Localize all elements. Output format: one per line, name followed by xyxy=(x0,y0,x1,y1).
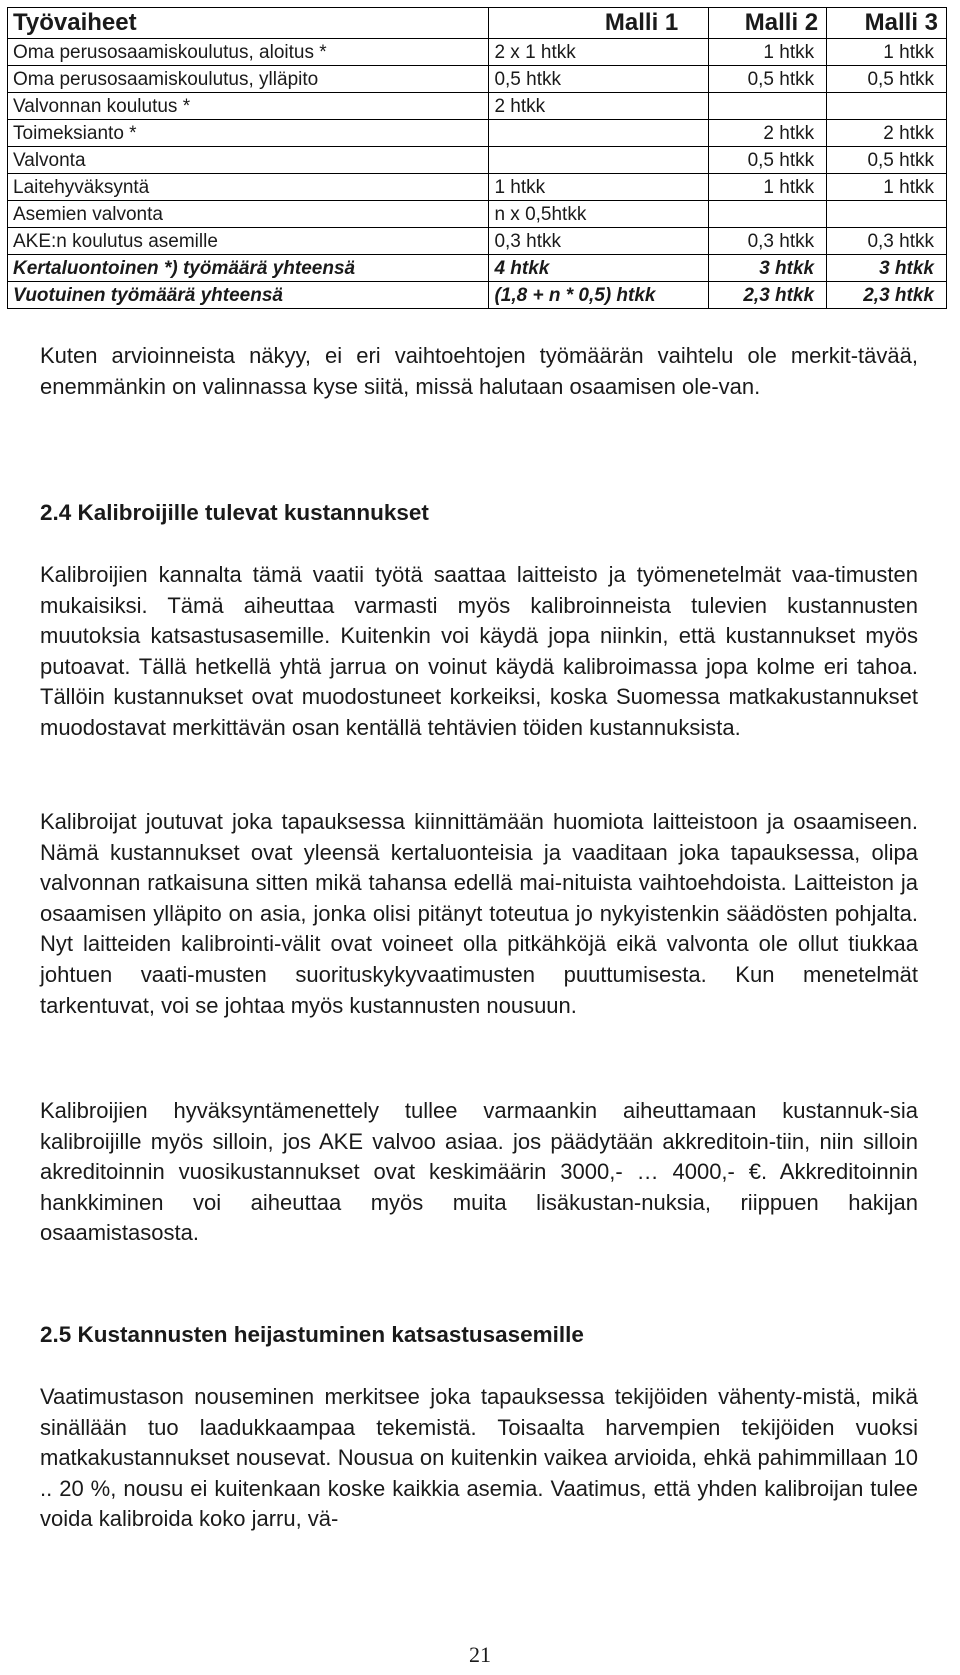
table-cell: 3 htkk xyxy=(827,255,947,282)
table-cell: 0,5 htkk xyxy=(709,147,827,174)
table-header-cell: Työvaiheet xyxy=(8,8,489,39)
table-header-cell: Malli 3 xyxy=(827,8,947,39)
section-heading: 2.5 Kustannusten heijastuminen katsastusasemille xyxy=(40,1322,584,1347)
table-cell xyxy=(827,201,947,228)
table-cell: (1,8 + n * 0,5) htkk xyxy=(489,282,709,309)
table-row xyxy=(8,120,947,147)
table-cell: 0,3 htkk xyxy=(489,228,709,255)
table-total-row xyxy=(8,255,947,282)
table-cell: Asemien valvonta xyxy=(8,201,489,228)
table-cell xyxy=(709,201,827,228)
table-cell: 0,3 htkk xyxy=(709,228,827,255)
table-header-cell: Malli 2 xyxy=(709,8,827,39)
paragraph: Kalibroijien kannalta tämä vaatii työtä saattaa laitteisto ja työmenetelmät vaa-timusten mukaisiksi. Tämä aiheuttaa varmasti myös kalibroinneista tulevien kustannusten muutoksia katsastusasemille. Kuitenkin voi käydä jopa niinkin, että kustannukset myös putoavat. Tällä hetkellä yhtä jarrua on voinut käydä kalibroimassa jopa kolme eri tahoa. Tällöin kustannukset ovat muodostuneet korkeiksi, koska Suomessa matkakustannukset muodostavat merkittävän osan kentällä tehtävien töiden kustannuksista. xyxy=(40,562,918,740)
table-cell: Oma perusosaamiskoulutus, ylläpito xyxy=(8,66,489,93)
table-row xyxy=(8,66,947,93)
table-row xyxy=(8,228,947,255)
table-cell: Vuotuinen työmäärä yhteensä xyxy=(8,282,489,309)
table-cell: 1 htkk xyxy=(709,39,827,66)
table-cell: 2 htkk xyxy=(489,93,709,120)
table-cell: 2,3 htkk xyxy=(827,282,947,309)
table-cell: 0,5 htkk xyxy=(489,66,709,93)
table-cell: Valvonnan koulutus * xyxy=(8,93,489,120)
table-cell: 1 htkk xyxy=(709,174,827,201)
table-cell: 2,3 htkk xyxy=(709,282,827,309)
table-cell: Toimeksianto * xyxy=(8,120,489,147)
table-cell: Oma perusosaamiskoulutus, aloitus * xyxy=(8,39,489,66)
table-cell: 1 htkk xyxy=(489,174,709,201)
table-cell: 2 htkk xyxy=(827,120,947,147)
table-cell: 2 htkk xyxy=(709,120,827,147)
table-cell: Valvonta xyxy=(8,147,489,174)
table-cell xyxy=(489,147,709,174)
table-row xyxy=(8,93,947,120)
table-cell: Kertaluontoinen *) työmäärä yhteensä xyxy=(8,255,489,282)
paragraph: Vaatimustason nouseminen merkitsee joka tapauksessa tekijöiden vähenty-mistä, mikä sinällään tuo laadukkaampaa tekemistä. Toisaalta harvempien tekijöiden vuoksi matkakustannukset nousevat. Nousua on kuitenkin vaikea arvioida, ehkä pahimmillaan 10 .. 20 %, nousu ei kuitenkaan koske kaikkia asemia. Vaatimus, että yhden kalibroijan tulee voida kalibroida koko jarru, vä- xyxy=(40,1384,918,1532)
page-number: 21 xyxy=(469,1642,491,1667)
table-cell: 0,5 htkk xyxy=(709,66,827,93)
table-cell: 0,3 htkk xyxy=(827,228,947,255)
work-estimate-table xyxy=(7,7,947,309)
table-cell xyxy=(489,120,709,147)
table-row xyxy=(8,201,947,228)
table-cell xyxy=(709,93,827,120)
paragraph: Kalibroijien hyväksyntämenettely tullee varmaankin aiheuttamaan kustannuk-sia kalibroijille myös silloin, jos AKE valvoo asiaa. jos päädytään akkreditoin-tiin, niin silloin akreditoinnin vuosikustannukset ovat keskimäärin 3000,- … 4000,- €. Akkreditoinnin hankkiminen voi aiheuttaa myös muita lisäkustan-nuksia, riippuen hakijan osaamistasosta. xyxy=(40,1098,918,1246)
table-cell: 1 htkk xyxy=(827,39,947,66)
paragraph: Kuten arvioinneista näkyy, ei eri vaihtoehtojen työmäärän vaihtelu ole merkit-tävää, enemmänkin on valinnassa kyse siitä, missä halutaan osaamisen ole-van. xyxy=(40,343,918,399)
table-cell xyxy=(827,93,947,120)
table-cell: Laitehyväksyntä xyxy=(8,174,489,201)
table-cell: 1 htkk xyxy=(827,174,947,201)
table-row xyxy=(8,39,947,66)
table-cell: 0,5 htkk xyxy=(827,66,947,93)
table-cell: 4 htkk xyxy=(489,255,709,282)
table-header-row xyxy=(8,8,947,39)
paragraph: Kalibroijat joutuvat joka tapauksessa kiinnittämään huomiota laitteistoon ja osaamiseen. Nämä kustannukset ovat yleensä kertaluonteisia ja vaaditaan joka tapauksessa, olipa valvonnan ratkaisuna sitten mikä tahansa edellä mai-nituista vaihtoehdoista. Laitteiston ja osaamisen ylläpito on asia, jonka olisi pitänyt toteutua jo nykyistenkin säädösten pohjalta. Nyt laitteiden kalibrointi-välit ovat voineet olla pitkähköjä eikä valvonta ole ollut tiukkaa johtuen vaati-musten suorituskykyvaatimusten puuttumisesta. Kun menetelmät tarkentuvat, voi se johtaa myös kustannusten nousuun. xyxy=(40,809,918,1018)
table-cell: 2 x 1 htkk xyxy=(489,39,709,66)
table-header-cell: Malli 1 xyxy=(489,8,709,39)
table-cell: 3 htkk xyxy=(709,255,827,282)
table-row xyxy=(8,147,947,174)
table-cell: n x 0,5htkk xyxy=(489,201,709,228)
section-heading: 2.4 Kalibroijille tulevat kustannukset xyxy=(40,500,429,525)
table-row xyxy=(8,174,947,201)
table-cell: 0,5 htkk xyxy=(827,147,947,174)
table-cell: AKE:n koulutus asemille xyxy=(8,228,489,255)
table-total-row xyxy=(8,282,947,309)
